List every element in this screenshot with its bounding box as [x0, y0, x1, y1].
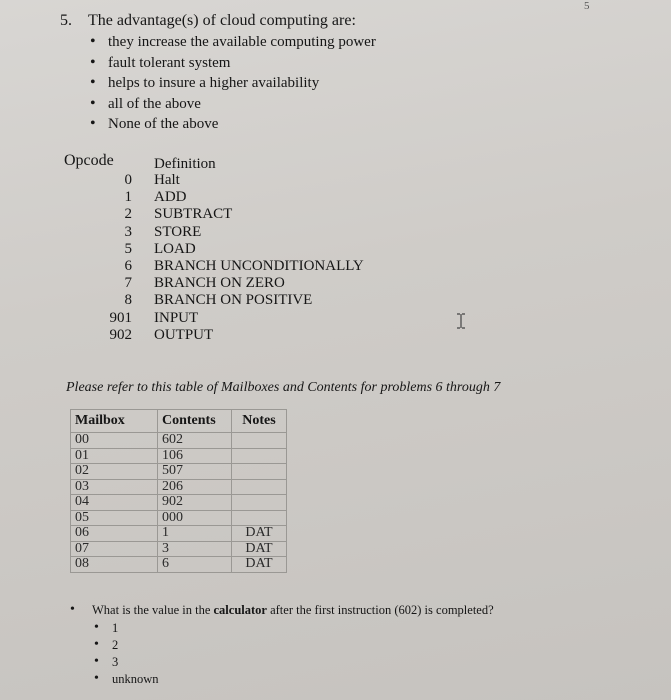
- opcode-definition: BRANCH UNCONDITIONALLY: [154, 257, 364, 274]
- opcode-code: 8: [124, 292, 132, 309]
- question-5-text: The advantage(s) of cloud computing are:: [88, 12, 356, 29]
- opcode-list: [100, 172, 364, 344]
- mailbox-note: Please refer to this table of Mailboxes and Contents for problems 6 through 7: [66, 380, 501, 395]
- opcode-row: [100, 292, 364, 309]
- notes-cell: DAT: [232, 541, 287, 557]
- contents-cell: 000: [158, 510, 232, 526]
- notes-cell: [232, 433, 287, 449]
- opcode-definition: LOAD: [154, 240, 196, 257]
- notes-cell: [232, 464, 287, 480]
- opcode-row: [100, 206, 364, 223]
- question-5-option[interactable]: • they increase the available computing power: [90, 34, 376, 55]
- opcode-row: [100, 224, 364, 241]
- notes-cell: [232, 448, 287, 464]
- notes-column-header: Notes: [232, 410, 287, 433]
- question-5-option[interactable]: • fault tolerant system: [90, 55, 376, 76]
- question-6-option[interactable]: • 2: [94, 638, 159, 655]
- contents-cell: 902: [158, 495, 232, 511]
- opcode-row: [100, 258, 364, 275]
- opcode-row: [100, 172, 364, 189]
- table-row: [71, 495, 287, 511]
- opcode-definition: INPUT: [154, 309, 199, 326]
- opcode-definition: OUTPUT: [154, 326, 214, 343]
- opcode-code: 3: [124, 223, 132, 240]
- definition-header: Definition: [154, 156, 216, 172]
- question-5-number: 5.: [60, 12, 72, 29]
- mailbox-cell: 02: [71, 464, 158, 480]
- question-6-option[interactable]: • 3: [94, 655, 159, 672]
- notes-cell: DAT: [232, 557, 287, 573]
- opcode-row: [100, 275, 364, 292]
- question-6-text-part: What is the value in the: [92, 603, 214, 617]
- mailbox-cell: 08: [71, 557, 158, 573]
- contents-column-header: Contents: [158, 410, 232, 433]
- mailbox-cell: 05: [71, 510, 158, 526]
- opcode-definition: Halt: [154, 172, 180, 188]
- question-5-option[interactable]: • None of the above: [90, 116, 376, 137]
- question-5-options: [90, 34, 376, 137]
- question-6-bullet: •: [70, 602, 75, 617]
- question-5-option[interactable]: • all of the above: [90, 96, 376, 117]
- opcode-code: 5: [124, 240, 132, 257]
- contents-cell: 1: [158, 526, 232, 542]
- opcode-row: [100, 327, 364, 344]
- table-row: [71, 526, 287, 542]
- contents-cell: 3: [158, 541, 232, 557]
- question-5-option[interactable]: • helps to insure a higher availability: [90, 75, 376, 96]
- mailbox-cell: 07: [71, 541, 158, 557]
- opcode-definition: SUBTRACT: [154, 206, 233, 223]
- mailbox-cell: 01: [71, 448, 158, 464]
- contents-cell: 206: [158, 479, 232, 495]
- table-row: [71, 448, 287, 464]
- question-6-option[interactable]: • unknown: [94, 672, 159, 689]
- contents-cell: 106: [158, 448, 232, 464]
- contents-cell: 507: [158, 464, 232, 480]
- question-6-text-part: after the first instruction (602) is completed?: [266, 603, 494, 617]
- mailbox-cell: 03: [71, 479, 158, 495]
- opcode-code: 902: [109, 326, 132, 343]
- opcode-definition: BRANCH ON ZERO: [154, 275, 285, 292]
- table-row: [71, 433, 287, 449]
- table-row: [71, 510, 287, 526]
- opcode-header: Opcode: [64, 152, 114, 169]
- opcode-definition: BRANCH ON POSITIVE: [154, 292, 313, 309]
- mailbox-cell: 06: [71, 526, 158, 542]
- notes-cell: [232, 510, 287, 526]
- opcode-definition: STORE: [154, 223, 202, 240]
- opcode-definition: ADD: [154, 189, 187, 206]
- notes-cell: [232, 495, 287, 511]
- table-row: [71, 479, 287, 495]
- mailbox-header-row: [71, 410, 287, 433]
- opcode-code: 901: [109, 309, 132, 326]
- question-6-option[interactable]: • 1: [94, 621, 159, 638]
- corner-mark: 5: [584, 0, 590, 12]
- opcode-code: 7: [124, 275, 132, 292]
- table-row: [71, 541, 287, 557]
- opcode-row: [100, 189, 364, 206]
- opcode-code: 0: [124, 172, 132, 188]
- question-6-text: [92, 603, 494, 618]
- mailbox-column-header: Mailbox: [71, 410, 158, 433]
- opcode-code: 2: [124, 206, 132, 223]
- opcode-row: [100, 241, 364, 258]
- opcode-code: 6: [124, 257, 132, 274]
- text-cursor-icon: [456, 313, 466, 329]
- question-6-text-bold: calculator: [213, 603, 267, 617]
- contents-cell: 6: [158, 557, 232, 573]
- mailbox-cell: 04: [71, 495, 158, 511]
- question-6-options: [94, 621, 159, 689]
- mailbox-table: [70, 409, 287, 573]
- table-row: [71, 557, 287, 573]
- contents-cell: 602: [158, 433, 232, 449]
- mailbox-cell: 00: [71, 433, 158, 449]
- opcode-code: 1: [124, 189, 132, 206]
- table-row: [71, 464, 287, 480]
- opcode-row: [100, 310, 364, 327]
- notes-cell: [232, 479, 287, 495]
- notes-cell: DAT: [232, 526, 287, 542]
